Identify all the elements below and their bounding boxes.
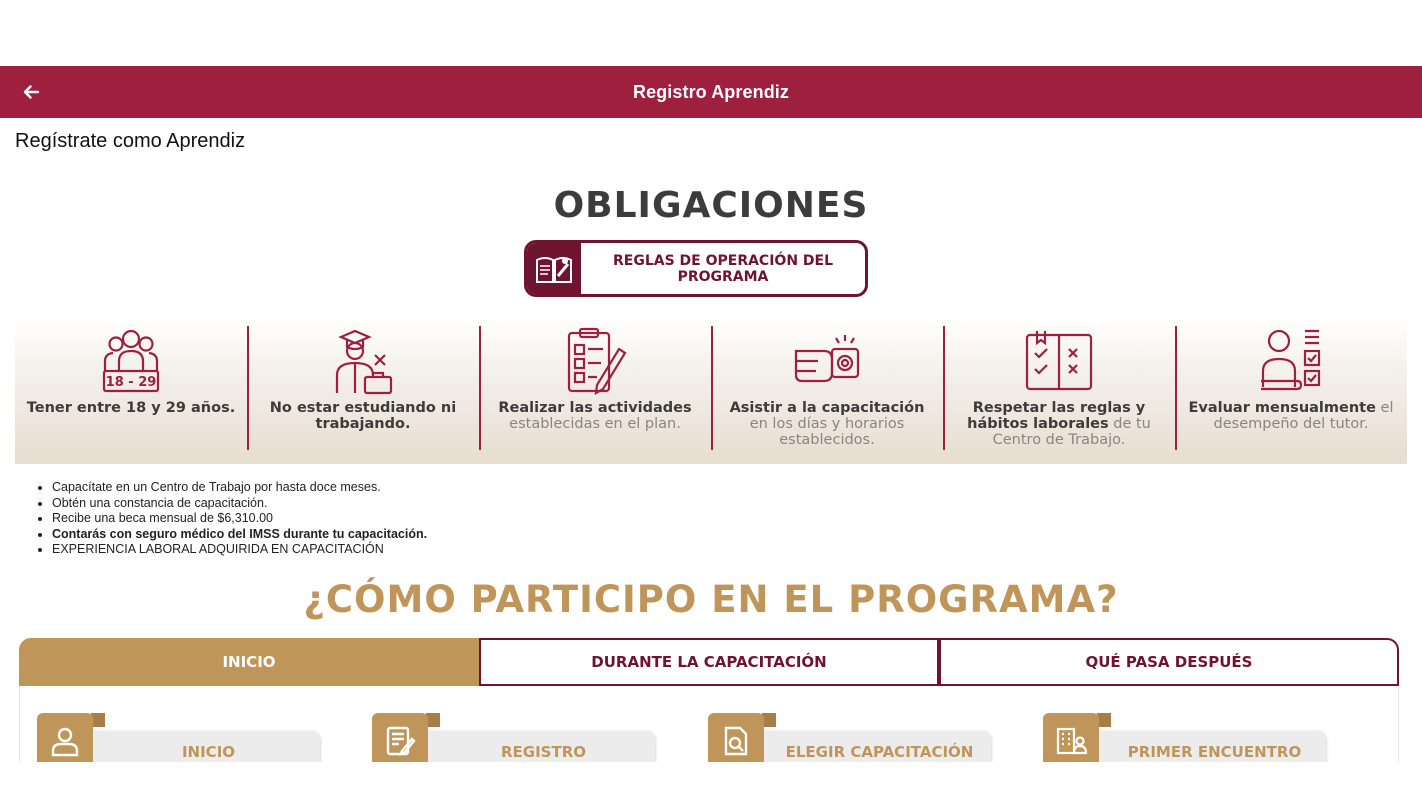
age-group-icon (96, 326, 166, 396)
step-tag-notch (1097, 713, 1111, 727)
tab-inicio[interactable]: INICIO (19, 638, 479, 686)
arrow-left-icon (22, 83, 40, 101)
step-label: ELEGIR CAPACITACIÓN (758, 731, 991, 773)
obligation-not-studying (247, 318, 479, 464)
search-document-icon (708, 713, 764, 769)
benefit-item: • Contarás con seguro médico del IMSS durante tu capacitación. (52, 527, 427, 543)
evaluation-checklist-icon (1256, 326, 1326, 396)
obligation-text (19, 400, 243, 416)
obligation-bold-text: Respetar las reglas y hábitos laborales (967, 400, 1146, 432)
obligation-bold-text: Tener entre 18 y 29 años. (26, 400, 236, 416)
obligation-text (1175, 400, 1407, 432)
benefit-item: • EXPERIENCIA LABORAL ADQUIRIDA EN CAPACITACIÓN (52, 542, 427, 558)
step-tag-notch (91, 713, 105, 727)
step-label: PRIMER ENCUENTRO (1093, 731, 1326, 773)
obligations-strip (15, 318, 1407, 464)
back-button[interactable] (18, 79, 44, 105)
how-to-participate-heading: ¿CÓMO PARTICIPO EN EL PROGRAMA? (303, 578, 1119, 621)
obligation-text (943, 400, 1175, 448)
obligation-bold-text: Asistir a la capacitación (729, 400, 925, 416)
obligation-rest-text: el desempeño del tutor. (1213, 400, 1394, 432)
user-icon (37, 713, 93, 769)
obligation-bold-text: No estar estudiando ni trabajando. (269, 400, 457, 432)
obligation-rest-text: establecidas en el plan. (509, 416, 681, 432)
obligation-activities (479, 318, 711, 464)
clipboard-checklist-icon (560, 326, 630, 396)
rulebook-icon (1024, 326, 1094, 396)
step-tag-notch (762, 713, 776, 727)
obligation-text (479, 400, 711, 432)
obligation-age (15, 318, 247, 464)
obligation-text (247, 400, 479, 432)
graduate-cross-icon (328, 326, 398, 396)
rules-of-operation-button[interactable] (524, 240, 868, 297)
benefits-list (52, 480, 427, 558)
edit-document-icon (372, 713, 428, 769)
step-label: REGISTRO (422, 731, 655, 773)
obligation-attendance (711, 318, 943, 464)
obligation-evaluate (1175, 318, 1407, 464)
obligation-rest-text: de tu Centro de Trabajo. (992, 416, 1151, 448)
tab-que-pasa-despues[interactable]: QUÉ PASA DESPUÉS (939, 638, 1399, 686)
wrist-fingerprint-icon (792, 326, 862, 396)
obligation-bold-text: Realizar las actividades (498, 400, 692, 416)
app-bar-title: Registro Aprendiz (632, 81, 790, 102)
obligations-heading: OBLIGACIONES (553, 185, 869, 226)
step-label: INICIO (87, 731, 320, 773)
page-subtitle: Regístrate como Aprendiz (15, 130, 246, 152)
building-person-icon (1043, 713, 1099, 769)
benefit-item: • Recibe una beca mensual de $6,310.00 (52, 511, 427, 527)
participation-tabs (19, 638, 1399, 686)
tab-durante-la-capacitacion[interactable]: DURANTE LA CAPACITACIÓN (479, 638, 939, 686)
age-badge-text: 18 - 29 (105, 375, 157, 390)
app-bar (0, 66, 1422, 118)
obligation-rest-text: en los días y horarios establecidos. (749, 416, 905, 448)
open-book-icon (527, 243, 581, 294)
step-tag-notch (426, 713, 440, 727)
obligation-bold-text: Evaluar mensualmente (1188, 400, 1376, 416)
bottom-blank-area (0, 762, 1422, 800)
obligation-rules (943, 318, 1175, 464)
rules-of-operation-label: REGLAS DE OPERACIÓN DEL PROGRAMA (612, 252, 834, 285)
obligation-text (711, 400, 943, 448)
benefit-item: • Capacítate en un Centro de Trabajo por hasta doce meses. (52, 480, 427, 496)
benefit-item: • Obtén una constancia de capacitación. (52, 496, 427, 512)
